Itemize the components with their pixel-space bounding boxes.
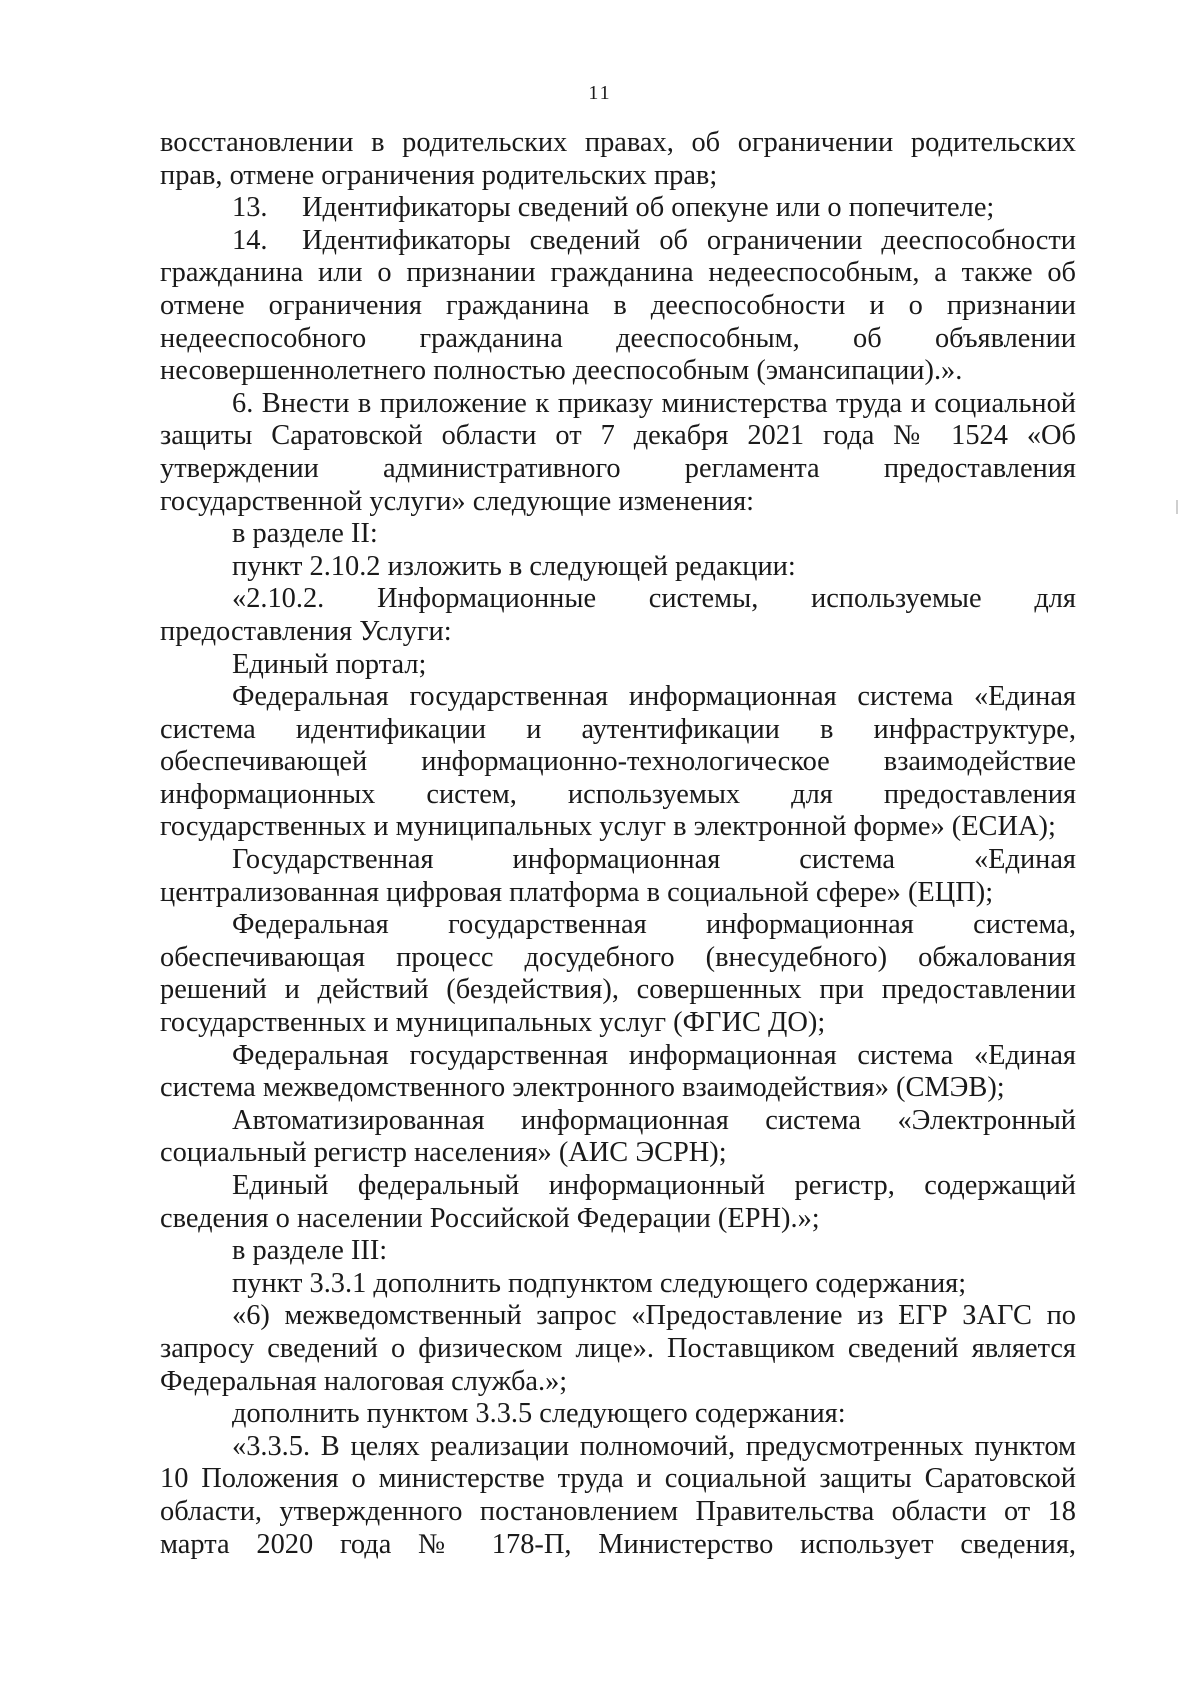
paragraph-point-3-3-1: пункт 3.3.1 дополнить подпунктом следующего содержания;: [232, 1267, 967, 1299]
paragraph-item-6: 6. Внести в приложение к приказу министерства труда и социальной защиты Саратовской области от 7 декабря 2021 года № 1524 «Об утверждении административного регламента предоставления государственной услуги» следующие изменения:: [160, 387, 1076, 517]
paragraph-subpoint-6: «6) межведомственный запрос «Предоставление из ЕГР ЗАГС по запросу сведений о физическом лице». Поставщиком сведений является Федеральная налоговая служба.»;: [160, 1300, 1076, 1397]
paragraph-ern: Единый федеральный информационный регистр, содержащий сведения о населении Российской Федерации (ЕРН).»;: [160, 1170, 1076, 1234]
document-body: [160, 127, 1076, 1561]
paragraph-section-3: в разделе III:: [232, 1235, 388, 1267]
paragraph-3-3-5-text: «3.3.5. В целях реализации полномочий, предусмотренных пунктом 10 Положения о министерстве труда и социальной защиты Саратовской области, утвержденного постановлением Правительства области от 18 марта 2020 года № 178-П, Министерство использует сведения,: [160, 1430, 1076, 1560]
paragraph-ecp: Государственная информационная система «Единая централизованная цифровая платформа в социальной сфере» (ЕЦП);: [160, 844, 1076, 908]
paragraph-smev: Федеральная государственная информационная система «Единая система межведомственного электронного взаимодействия» (СМЭВ);: [160, 1039, 1076, 1104]
paragraph-continuation: восстановлении в родительских правах, об ограничении родительских прав, отмене ограничения родительских прав;: [160, 127, 1076, 191]
list-item-text: Идентификаторы сведений об опекуне или о попечителе;: [302, 192, 995, 224]
paragraph-section-2: в разделе II:: [232, 518, 378, 550]
list-item-13: [160, 192, 1076, 225]
list-item-14: [160, 225, 1076, 388]
paragraph-single-portal: Единый портал;: [232, 648, 427, 680]
list-item-text: Идентификаторы сведений об ограничении дееспособности гражданина или о признании гражданина недееспособным, а также об отмене ограничения гражданина в дееспособности и о признании недееспособного гражданина дееспособным, об объявлении несовершеннолетнего полностью дееспособным (эмансипации).».: [160, 224, 1076, 387]
paragraph-add-3-3-5: дополнить пунктом 3.3.5 следующего содержания:: [232, 1398, 846, 1430]
paragraph-fgis-do: Федеральная государственная информационная система, обеспечивающая процесс досудебного (внесудебного) обжалования решений и действий (бездействия), совершенных при предоставлении государственных и муниципальных услуг (ФГИС ДО);: [160, 909, 1076, 1039]
list-number: 14.: [232, 224, 268, 256]
paragraph-ais-esrn: Автоматизированная информационная система «Электронный социальный регистр населения» (АИС ЭСРН);: [160, 1104, 1076, 1169]
scan-artifact-mark: [1176, 500, 1178, 514]
page-number: 11: [588, 82, 612, 104]
list-number: 13.: [232, 192, 268, 224]
paragraph-2-10-2-text: «2.10.2. Информационные системы, используемые для предоставления Услуги:: [160, 583, 1076, 647]
paragraph-point-2-10-2: пункт 2.10.2 изложить в следующей редакции:: [232, 550, 796, 582]
paragraph-esia: Федеральная государственная информационная система «Единая система идентификации и аутентификации в инфраструктуре, обеспечивающей информационно-технологическое взаимодействие информационных систем, используемых для предоставления государственных и муниципальных услуг в электронной форме» (ЕСИА);: [160, 681, 1076, 843]
